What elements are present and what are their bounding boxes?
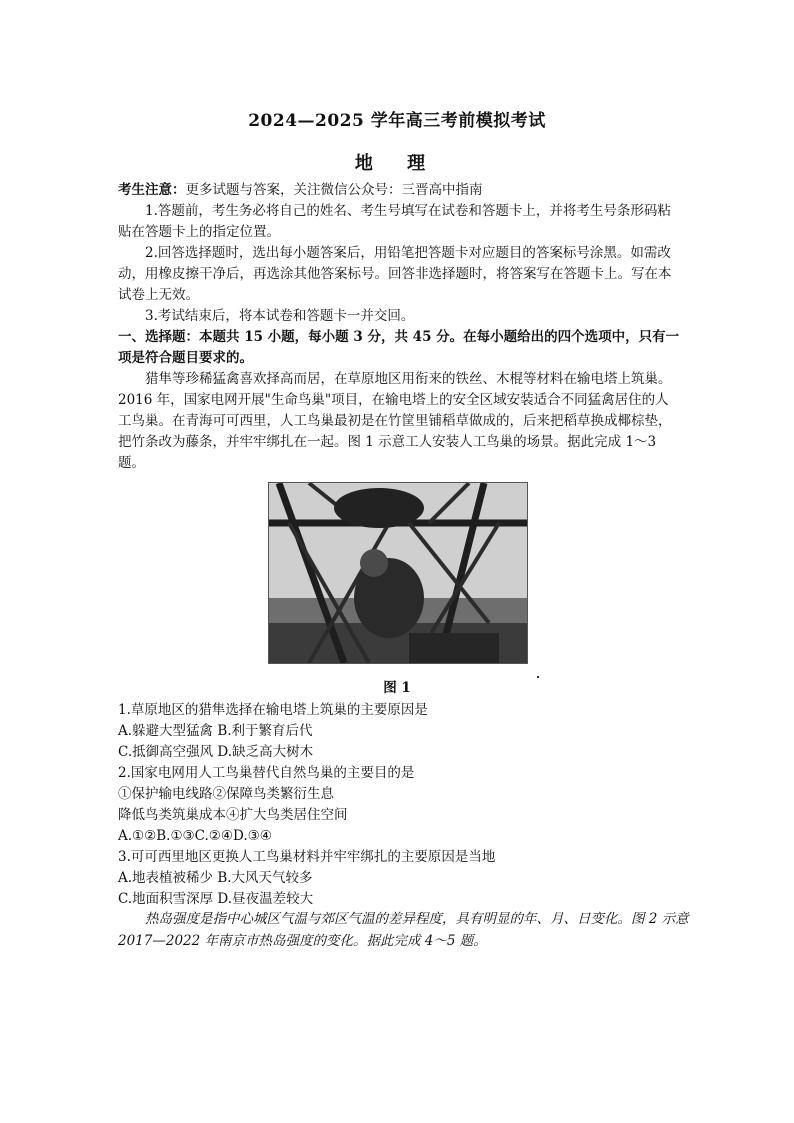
question-1-options-ab: A.躲避大型猛禽 B.利于繁育后代 bbox=[118, 723, 313, 739]
notice-label: 考生注意： bbox=[118, 182, 186, 198]
passage-2: 热岛强度是指中心城区气温与郊区气温的差异程度，具有明显的年、月、日变化。图 2 示意 2017—2022 年南京市热岛强度的变化。据此完成 4～5 题。 bbox=[118, 911, 689, 949]
subject-title: 地 理 bbox=[354, 153, 440, 174]
question-3-stem: 3.可可西里地区更换人工鸟巢材料并牢牢绑扎的主要原因是当地 bbox=[118, 849, 496, 865]
notice-item-2: 2.回答选择题时，选出每小题答案后，用铅笔把答题卡对应题目的答案标号涂黑。如需改动，用橡皮擦干净后，再选涂其他答案标号。回答非选择题时，将答案写在答题卡上。写在本试卷上无效。 bbox=[118, 245, 672, 303]
notice-line bbox=[118, 180, 680, 201]
question-2-statements-34: 降低鸟类筑巢成本④扩大鸟类居住空间 bbox=[118, 807, 348, 823]
tower-photo-illustration bbox=[269, 483, 527, 663]
question-2-statements-12: ①保护输电线路②保障鸟类繁衍生息 bbox=[118, 786, 334, 802]
question-2-stem: 2.国家电网用人工鸟巢替代自然鸟巢的主要目的是 bbox=[118, 765, 415, 781]
notice-item-1: 1.答题前，考生务必将自己的姓名、考生号填写在试卷和答题卡上，并将考生号条形码粘贴在答题卡上的指定位置。 bbox=[118, 203, 671, 240]
section-heading: 一、选择题：本题共 15 小题，每小题 3 分，共 45 分。在每小题给出的四个选项中，只有一项是符合题目要求的。 bbox=[118, 329, 680, 366]
questions-block bbox=[118, 700, 680, 910]
question-3-options-cd: C.地面积雪深厚 D.昼夜温差较大 bbox=[118, 891, 314, 907]
question-1-stem: 1.草原地区的猎隼选择在输电塔上筑巢的主要原因是 bbox=[118, 702, 428, 718]
notice-item-3: 3.考试结束后，将本试卷和答题卡一并交回。 bbox=[145, 308, 415, 324]
notice-text: 更多试题与答案，关注微信公众号：三晋高中指南 bbox=[185, 182, 483, 198]
notice-block bbox=[118, 180, 680, 474]
passage-1: 猎隼等珍稀猛禽喜欢择高而居，在草原地区用衔来的铁丝、木棍等材料在输电塔上筑巢。2016 年，国家电网开展"生命鸟巢"项目，在输电塔上的安全区域安装适合不同猛禽居住的人工鸟巢。在青海可可西里，人工鸟巢最初是在竹筐里铺稻草做成的，后来把稻草换成椰棕垫，把竹条改为藤条，并牢牢绑扎在一起。图 1 示意工人安装人工鸟巢的场景。据此完成 1～3 题。 bbox=[118, 371, 672, 471]
question-1-options-cd: C.抵御高空强风 D.缺乏高大树木 bbox=[118, 744, 314, 760]
figure-1-caption: 图 1 bbox=[383, 680, 411, 696]
exam-title: 2024—2025 学年高三考前模拟考试 bbox=[248, 111, 546, 131]
figure-1-photo bbox=[268, 482, 528, 664]
question-3-options-ab: A.地表植被稀少 B.大风天气较多 bbox=[118, 870, 313, 886]
question-2-options: A.①②B.①③C.②④D.③④ bbox=[118, 828, 272, 844]
